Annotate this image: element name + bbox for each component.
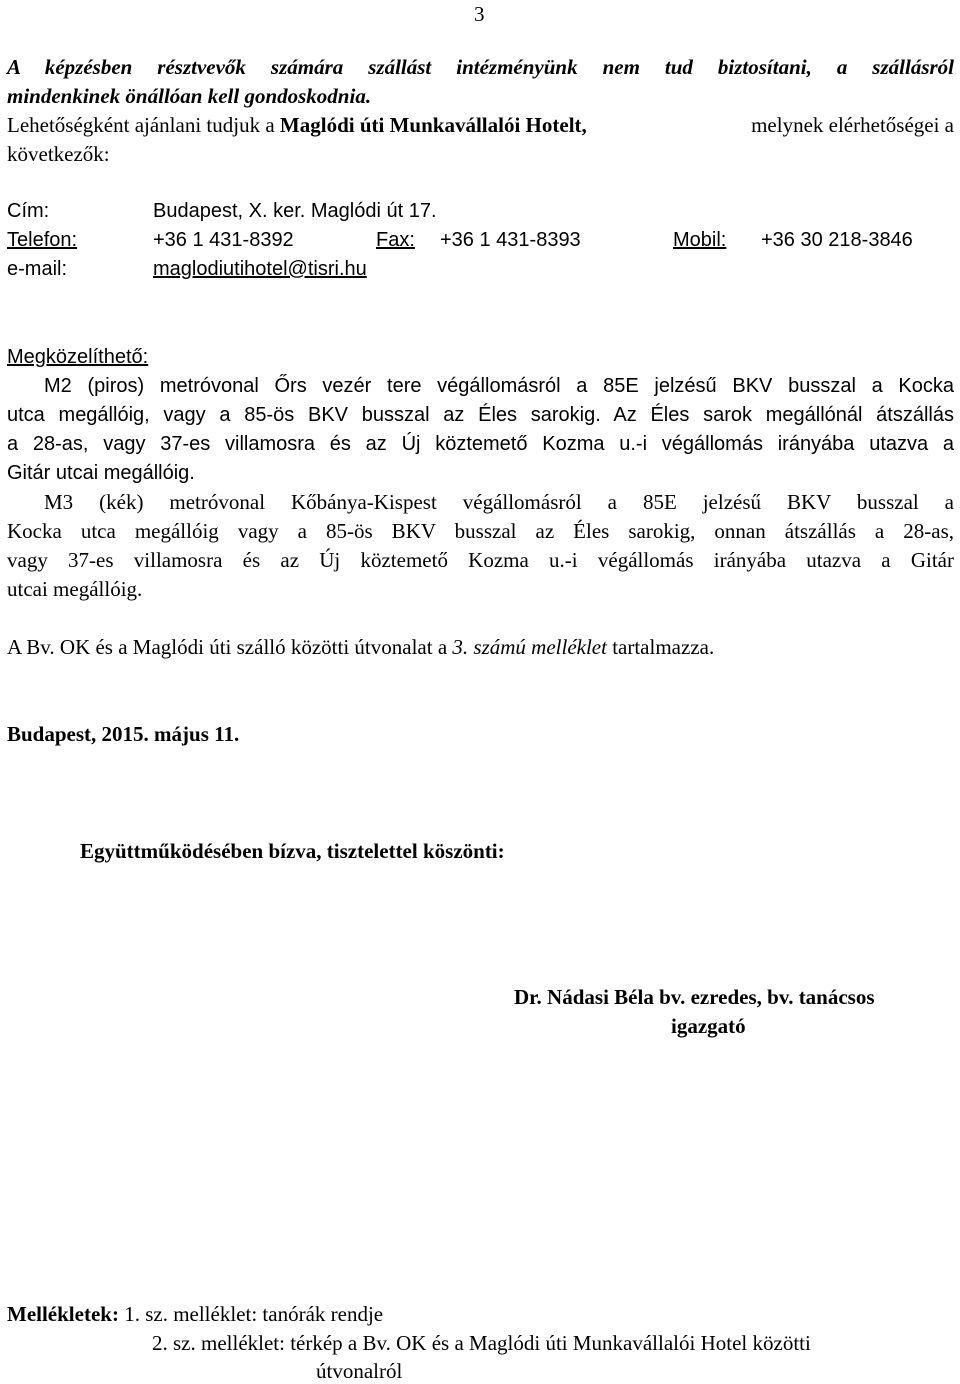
date-place: Budapest, 2015. május 11.	[7, 722, 240, 746]
attachments-label: Mellékletek:	[7, 1302, 119, 1326]
signatory-title: igazgató	[671, 1014, 746, 1038]
fax-value: +36 1 431-8393	[440, 229, 581, 251]
route-attachment-ref: 3. számú melléklet	[452, 635, 607, 659]
address-label: Cím:	[7, 200, 50, 222]
intro-bold-line-1: A képzésben résztvevők számára szállást intézményünk nem tud biztosítani, a szállásról	[7, 55, 954, 79]
attachments	[7, 1302, 383, 1327]
intro-line-3	[7, 113, 954, 138]
m2-line-1: M2 (piros) metróvonal Őrs vezér tere végállomásról a 85E jelzésű BKV busszal a Kocka	[44, 375, 954, 397]
m2-line-4: Gitár utcai megállóig.	[7, 462, 195, 484]
intro-bold-line-2: mindenkinek önállóan kell gondoskodnia.	[7, 84, 372, 108]
mobile-label: Mobil:	[673, 229, 727, 251]
phone-value: +36 1 431-8392	[153, 229, 294, 251]
phone-label: Telefon:	[7, 229, 78, 251]
address-value: Budapest, X. ker. Maglódi út 17.	[153, 200, 437, 222]
m2-line-3: a 28-as, vagy 37-es villamosra és az Új köztemető Kozma u.-i végállomás irányába utazva a	[7, 433, 954, 455]
m3-line-4: utcai megállóig.	[7, 577, 143, 601]
m3-line-3: vagy 37-es villamosra és az Új köztemető Kozma u.-i végállomás irányába utazva a Gitár	[7, 548, 954, 572]
m2-line-2: utca megállóig, vagy a 85-ös BKV busszal az Éles sarokig. Az Éles sarok megállónál átszállás	[7, 404, 954, 426]
attachment-item-2-line-1: 2. sz. melléklet: térkép a Bv. OK és a Maglódi úti Munkavállalói Hotel közötti	[152, 1331, 811, 1355]
attachment-item-2-line-2: útvonalról	[316, 1359, 403, 1383]
route-reference	[7, 635, 714, 660]
route-text-b: tartalmazza.	[606, 635, 715, 659]
signatory-name: Dr. Nádasi Béla bv. ezredes, bv. tanácsos	[514, 985, 875, 1009]
fax-label: Fax:	[376, 229, 415, 251]
closing-line: Együttműködésében bízva, tisztelettel köszönti:	[80, 839, 505, 863]
email-link[interactable]: maglodiutihotel@tisri.hu	[153, 258, 367, 280]
email-label: e-mail:	[7, 258, 68, 280]
intro-line-3-a: Lehetőségként ajánlani tudjuk a	[7, 113, 280, 137]
m3-line-2: Kocka utca megállóig vagy a 85-ös BKV busszal az Éles sarokig, onnan átszállás a 28-as,	[7, 519, 954, 543]
directions-heading: Megközelíthető:	[7, 346, 149, 368]
m3-line-1: M3 (kék) metróvonal Kőbánya-Kispest végállomásról a 85E jelzésű BKV busszal a	[44, 490, 954, 514]
intro-line-3-b: melynek elérhetőségei a	[751, 113, 954, 137]
page-number: 3	[474, 2, 485, 26]
mobile-value: +36 30 218-3846	[761, 229, 913, 251]
intro-line-4: következők:	[7, 142, 110, 166]
hotel-name: Maglódi úti Munkavállalói Hotelt,	[279, 113, 587, 137]
route-text-a: A Bv. OK és a Maglódi úti szálló közötti útvonalat a	[7, 635, 453, 659]
attachment-item-1: 1. sz. melléklet: tanórák rendje	[124, 1302, 384, 1326]
